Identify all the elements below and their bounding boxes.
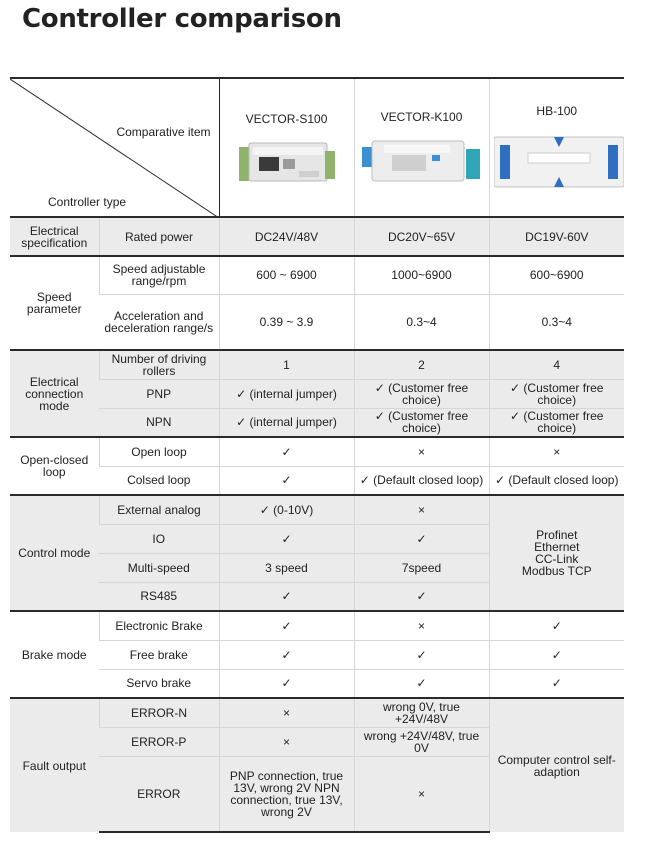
product-name: VECTOR-K100 bbox=[380, 109, 463, 124]
cell-hb-100: ✓ (Default closed loop) bbox=[489, 466, 624, 495]
group-label-electrical-specification: Electrical specification bbox=[10, 217, 99, 256]
group-label-speed-parameter: Speed parameter bbox=[10, 256, 99, 350]
cell-vector-s100: ✓ bbox=[219, 466, 354, 495]
cell-vector-k100: ✓ (Default closed loop) bbox=[354, 466, 489, 495]
cell-vector-k100: 2 bbox=[354, 350, 489, 379]
product-header-hb-100 bbox=[489, 78, 624, 217]
cell-vector-k100: ✓ bbox=[354, 669, 489, 698]
group-label-brake-mode: Brake mode bbox=[10, 611, 99, 698]
product-name: VECTOR-S100 bbox=[245, 111, 328, 126]
cell-vector-k100: 1000~6900 bbox=[354, 256, 489, 294]
item-error-p: ERROR-P bbox=[99, 727, 219, 756]
item-acceleration-range: Acceleration and deceleration range/s bbox=[99, 294, 219, 350]
table-row bbox=[10, 466, 624, 495]
cell-vector-k100: × bbox=[354, 437, 489, 466]
item-rs485: RS485 bbox=[99, 582, 219, 611]
item-number-of-driving-rollers: Number of driving rollers bbox=[99, 350, 219, 379]
cell-vector-k100: ✓ bbox=[354, 640, 489, 669]
cell-vector-s100: 0.39 ~ 3.9 bbox=[219, 294, 354, 350]
cell-vector-s100: ✓ bbox=[219, 611, 354, 640]
vector-k100-controller-image bbox=[362, 139, 482, 185]
cell-vector-k100: DC20V~65V bbox=[354, 217, 489, 256]
item-servo-brake: Servo brake bbox=[99, 669, 219, 698]
cell-vector-s100: × bbox=[219, 698, 354, 727]
product-header-vector-k100 bbox=[354, 78, 489, 217]
cell-vector-s100: ✓ bbox=[219, 582, 354, 611]
cell-hb-100: ✓ (Customer free choice) bbox=[489, 379, 624, 408]
cell-vector-s100: ✓ bbox=[219, 640, 354, 669]
cell-hb-100: 0.3~4 bbox=[489, 294, 624, 350]
cell-vector-s100: ✓ bbox=[219, 524, 354, 553]
diagonal-header-cell bbox=[10, 78, 219, 217]
cell-hb-100: DC19V-60V bbox=[489, 217, 624, 256]
group-label-control-mode: Control mode bbox=[10, 495, 99, 611]
comparison-table bbox=[10, 77, 624, 833]
table-row bbox=[10, 437, 624, 466]
item-pnp: PNP bbox=[99, 379, 219, 408]
cell-hb-100: ✓ bbox=[489, 640, 624, 669]
page-title: Controller comparison bbox=[22, 4, 342, 34]
item-electronic-brake: Electronic Brake bbox=[99, 611, 219, 640]
table-row bbox=[10, 698, 624, 727]
cell-vector-k100: × bbox=[354, 495, 489, 524]
table-row bbox=[10, 640, 624, 669]
item-free-brake: Free brake bbox=[99, 640, 219, 669]
table-row bbox=[10, 379, 624, 408]
cell-hb-100: 600~6900 bbox=[489, 256, 624, 294]
cell-hb-100: ✓ (Customer free choice) bbox=[489, 408, 624, 437]
group-label-fault-output: Fault output bbox=[10, 698, 99, 832]
cell-vector-s100: DC24V/48V bbox=[219, 217, 354, 256]
cell-vector-s100: ✓ (internal jumper) bbox=[219, 379, 354, 408]
table-row bbox=[10, 408, 624, 437]
cell-vector-s100: ✓ bbox=[219, 669, 354, 698]
cell-hb-100-fault: Computer control self-adaption bbox=[489, 698, 624, 832]
controller-type-label: Controller type bbox=[48, 195, 127, 209]
table-row bbox=[10, 611, 624, 640]
item-error-n: ERROR-N bbox=[99, 698, 219, 727]
cell-vector-k100: ✓ (Customer free choice) bbox=[354, 408, 489, 437]
cell-vector-k100: ✓ bbox=[354, 582, 489, 611]
item-error: ERROR bbox=[99, 756, 219, 832]
cell-vector-k100: ✓ bbox=[354, 524, 489, 553]
item-closed-loop: Colsed loop bbox=[99, 466, 219, 495]
cell-vector-k100: × bbox=[354, 756, 489, 832]
item-npn: NPN bbox=[99, 408, 219, 437]
cell-hb-100: × bbox=[489, 437, 624, 466]
cell-vector-s100: PNP connection, true 13V, wrong 2V NPN connection, true 13V, wrong 2V bbox=[219, 756, 354, 832]
cell-hb-100: ✓ bbox=[489, 611, 624, 640]
cell-hb-100-protocols: Profinet Ethernet CC-Link Modbus TCP bbox=[489, 495, 624, 611]
cell-vector-s100: ✓ bbox=[219, 437, 354, 466]
item-external-analog: External analog bbox=[99, 495, 219, 524]
table-row bbox=[10, 669, 624, 698]
cell-vector-s100: ✓ (internal jumper) bbox=[219, 408, 354, 437]
table-row bbox=[10, 294, 624, 350]
item-io: IO bbox=[99, 524, 219, 553]
item-rated-power: Rated power bbox=[99, 217, 219, 256]
cell-vector-s100: × bbox=[219, 727, 354, 756]
header-row bbox=[10, 78, 624, 217]
cell-vector-s100: 600 ~ 6900 bbox=[219, 256, 354, 294]
cell-vector-k100: ✓ (Customer free choice) bbox=[354, 379, 489, 408]
table-row bbox=[10, 256, 624, 294]
cell-vector-k100: wrong 0V, true +24V/48V bbox=[354, 698, 489, 727]
product-header-vector-s100 bbox=[219, 78, 354, 217]
cell-vector-s100: ✓ (0-10V) bbox=[219, 495, 354, 524]
item-multi-speed: Multi-speed bbox=[99, 553, 219, 582]
item-speed-range: Speed adjustable range/rpm bbox=[99, 256, 219, 294]
table-row bbox=[10, 495, 624, 524]
cell-vector-k100: wrong +24V/48V, true 0V bbox=[354, 727, 489, 756]
item-open-loop: Open loop bbox=[99, 437, 219, 466]
table-row bbox=[10, 217, 624, 256]
cell-vector-k100: × bbox=[354, 611, 489, 640]
cell-vector-k100: 0.3~4 bbox=[354, 294, 489, 350]
vector-s100-controller-image bbox=[239, 141, 335, 183]
group-label-open-closed-loop: Open-closed loop bbox=[10, 437, 99, 495]
cell-hb-100: 4 bbox=[489, 350, 624, 379]
hb-100-controller-image bbox=[494, 133, 624, 191]
cell-hb-100: ✓ bbox=[489, 669, 624, 698]
comparative-item-label: Comparative item bbox=[116, 125, 211, 139]
product-name: HB-100 bbox=[536, 103, 578, 118]
cell-vector-k100: 7speed bbox=[354, 553, 489, 582]
group-label-electrical-connection-mode: Electrical connection mode bbox=[10, 350, 99, 437]
table-row bbox=[10, 350, 624, 379]
cell-vector-s100: 1 bbox=[219, 350, 354, 379]
cell-vector-s100: 3 speed bbox=[219, 553, 354, 582]
